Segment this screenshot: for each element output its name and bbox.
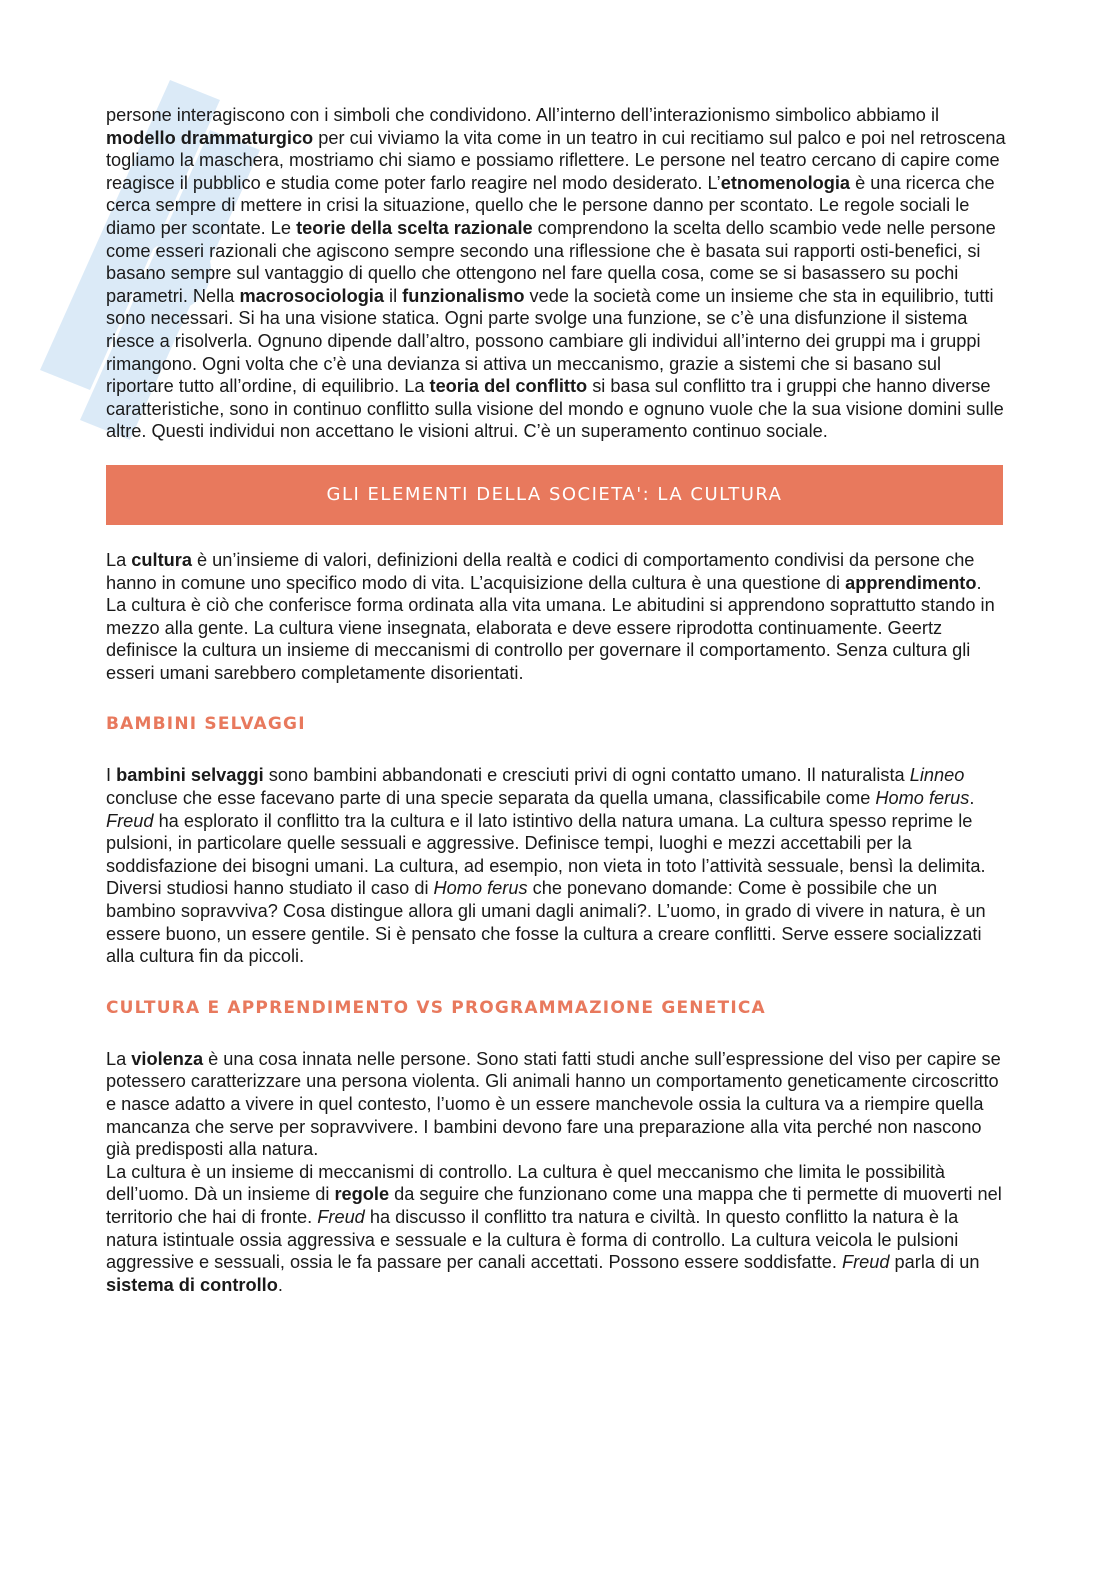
text-run: che ponevano domande: Come è possibile che un bambino sopravviva? Cosa distingue allora gli umani dagli animali?. L’uomo, in grado di vivere in natura, è un essere buono, un essere gentile. Si è pensato che fosse la cultura a creare conflitti. Serve essere socializzati alla cultura fin da piccoli. [106, 878, 986, 967]
apprendimento-paragraph [106, 1048, 1006, 1297]
text-run: La [106, 549, 132, 570]
text-run: ha discusso il conflitto tra natura e civiltà. In questo conflitto la natura è la natura istintuale ossia aggressiva e sessuale e la cultura è forma di controllo. La cultura veicola le pulsioni aggressive e sessuali, ossia le fa passare per canali accettati. Possono essere soddisfatte. [106, 1206, 959, 1273]
bold-term: violenza [131, 1048, 204, 1069]
bold-term: teorie della scelta razionale [296, 217, 533, 238]
document-page [106, 104, 1006, 1296]
bold-term: apprendimento [845, 572, 977, 593]
text-run: sono bambini abbandonati e cresciuti privi di ogni contatto umano. Il naturalista [263, 765, 910, 786]
text-run: . [277, 1274, 283, 1295]
text-run: per cui viviamo la vita come in un teatro in cui recitiamo sul palco e poi nel retroscena togliamo la maschera, mostriamo chi siamo e possiamo riflettere. Le persone nel teatro cercano di capire come reagisce il pubblico e studia come poter farlo reagire nel modo desiderato. L’ [106, 127, 1006, 193]
text-run: vede la società come un insieme che sta in equilibrio, tutti sono necessari. Si ha una visione statica. Ogni parte svolge una funzione, se c’è una disfunzione il sistema riesce a risolverla. Ognuno dipende dall’altro, possono cambiare gli individui all’interno dei gruppi ma i gruppi rimangono. Ogni volta che c’è una devianza si attiva un meccanismo, grazie a sistemi che si basano sul riportare tutto all’ordine, di equilibrio. La [106, 285, 994, 397]
text-run: La cultura è un insieme di meccanismi di controllo. La cultura è quel meccanismo che limita le possibilità dell’uomo. Dà un insieme di [106, 1161, 946, 1205]
text-run: il [383, 285, 403, 306]
heading-bambini-selvaggi: BAMBINI SELVAGGI [106, 714, 306, 735]
text-run: parla di un [889, 1252, 980, 1273]
text-run: si basa sul conflitto tra i gruppi che hanno diverse caratteristiche, sono in continuo conflitto sulla visione del mondo e ognuno vuole che la sua visione domini sulle altre. Questi individui non accettano le visioni altrui. C’è un superamento continuo sociale. [106, 376, 1004, 442]
text-run: I [106, 765, 117, 786]
section-banner [106, 465, 1003, 525]
text-run: è un’insieme di valori, definizioni della realtà e codici di comportamento condivisi da persone che hanno in comune uno specifico modo di vita. L’acquisizione della cultura è una questione di [106, 549, 975, 593]
italic-term: Homo ferus [875, 788, 970, 809]
italic-term: Linneo [909, 765, 965, 786]
bold-term: bambini selvaggi [116, 765, 264, 786]
text-run: . La cultura è ciò che conferisce forma ordinata alla vita umana. Le abitudini si apprendono soprattutto stando in mezzo alla gente. La cultura viene insegnata, elaborata e deve essere riprodotta continuamente. Geertz definisce la cultura un insieme di meccanismi di controllo per governare il comportamento. Senza cultura gli esseri umani sarebbero completamente disorientati. [106, 572, 995, 683]
italic-term: Freud [106, 810, 154, 831]
italic-term: Freud [317, 1206, 365, 1227]
text-run: è una ricerca che cerca sempre di mettere in crisi la situazione, quello che le persone danno per scontato. Le regole sociali le diamo per scontate. Le [106, 172, 995, 238]
italic-term: Freud [841, 1252, 890, 1273]
heading-cultura-apprendimento: CULTURA E APPRENDIMENTO VS PROGRAMMAZIONE GENETICA [106, 997, 766, 1018]
intro-paragraph [106, 104, 1006, 443]
text-run: concluse che esse facevano parte di una specie separata da quella umana, classificabile come [106, 788, 876, 809]
text-run: La [106, 1048, 132, 1069]
bold-term: cultura [131, 549, 192, 570]
italic-term: Homo ferus [433, 878, 528, 899]
text-run: . [969, 788, 975, 809]
bold-term: teoria del conflitto [429, 376, 588, 397]
bold-term: macrosociologia [239, 285, 384, 306]
bold-term: regole [334, 1184, 390, 1205]
banner-title: GLI ELEMENTI DELLA SOCIETA': LA CULTURA [326, 484, 783, 506]
bold-term: funzionalismo [402, 285, 525, 306]
text-run: da seguire che funzionano come una mappa che ti permette di muoverti nel territorio che hai di fronte. [106, 1184, 1002, 1227]
bold-term: sistema di controllo [106, 1274, 278, 1295]
text-run: ha esplorato il conflitto tra la cultura e il lato istintivo della natura umana. La cultura spesso reprime le pulsioni, in particolare quelle sessuali e aggressive. Definisce tempi, luoghi e mezzi accettabili per la soddisfazione dei bisogni umani. La cultura, ad esempio, non vieta in toto l’attività sessuale, bensì la delimita. Diversi studiosi hanno studiato il caso di [106, 810, 986, 899]
cultura-paragraph [106, 549, 1006, 685]
text-run: persone interagiscono con i simboli che condividono. All’interno dell’interazionismo simbolico abbiamo il [106, 105, 940, 125]
bold-term: modello drammaturgico [106, 127, 314, 148]
bambini-paragraph [106, 764, 1006, 967]
text-run: comprendono la scelta dello scambio vede nelle persone come esseri razionali che agiscono sempre secondo una riflessione che è basata sui rapporti osti-benefici, si basano sempre sul vantaggio di quello che ottengono nel fare quella cosa, come se si basassero su pochi parametri. Nella [106, 217, 996, 306]
text-run: è una cosa innata nelle persone. Sono stati fatti studi anche sull’espressione del viso per capire se potessero caratterizzare una persona violenta. Gli animali hanno un comportamento geneticamente circoscritto e nasce adatto a vivere in quel contesto, l’uomo è un essere manchevole ossia la cultura va a riempire quella mancanza che serve per sopravvivere. I bambini devono fare una preparazione alla vita perché non nascono già predisposti alla natura. [106, 1048, 1001, 1160]
bold-term: etnomenologia [720, 172, 851, 193]
